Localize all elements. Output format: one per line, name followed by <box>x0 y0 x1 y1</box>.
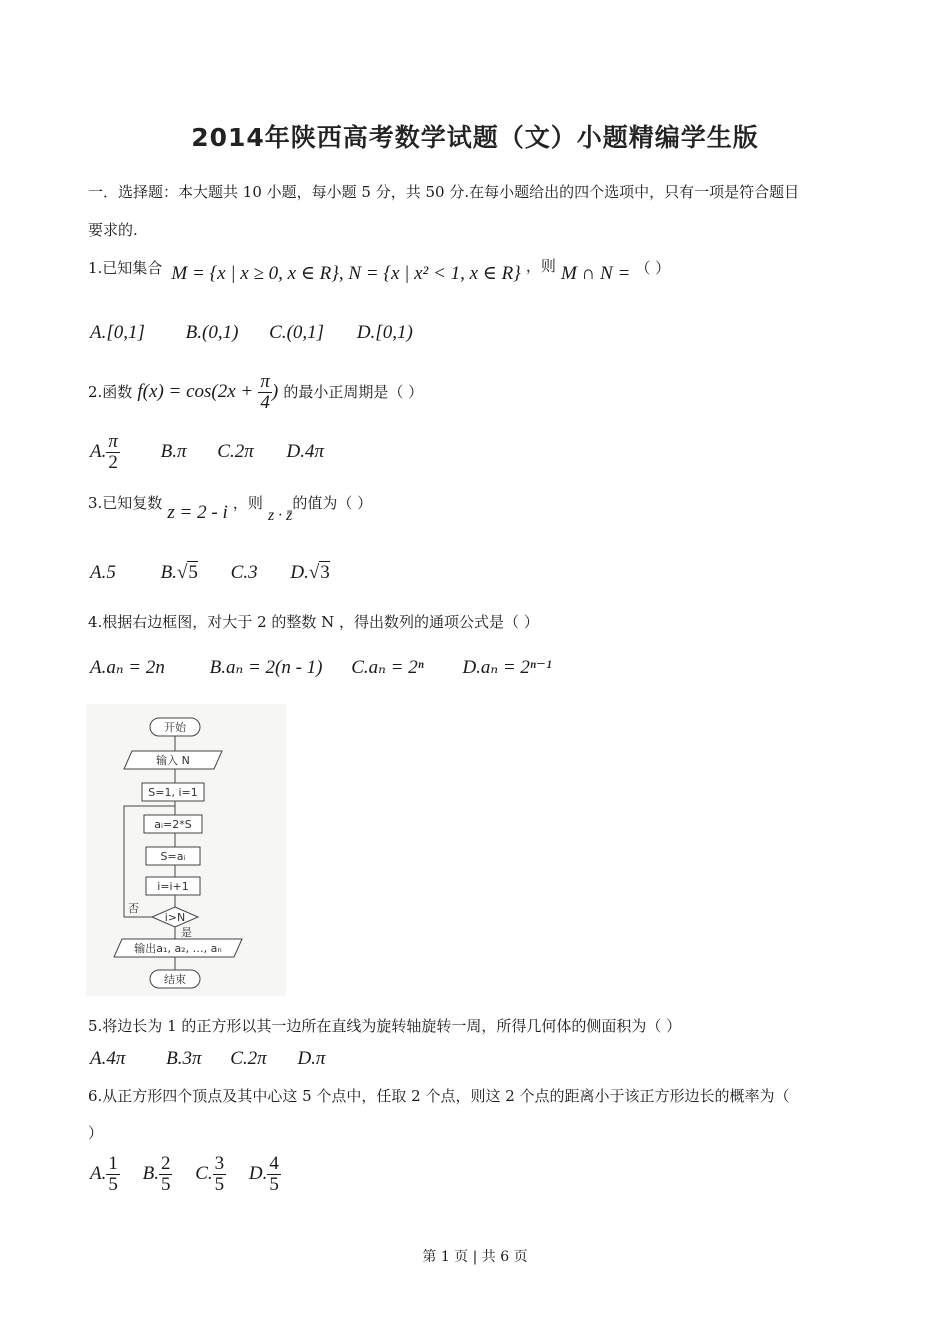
q3-option-d-label: D. <box>290 562 309 583</box>
q3-option-c: C.3 <box>230 562 258 583</box>
question-4: 4.根据右边框图，对大于 2 的整数 N ，得出数列的通项公式是（ ） <box>88 613 539 631</box>
q6-option-b-label: B. <box>142 1162 159 1184</box>
q5-options <box>90 1048 325 1070</box>
q3-options <box>90 562 330 584</box>
flow-end-label: 结束 <box>164 973 186 986</box>
q5-option-a: A.4π <box>90 1048 126 1069</box>
flow-condition-label: i>N <box>164 911 186 924</box>
q6-option-b-fraction <box>159 1154 173 1195</box>
q1-paren: （ ） <box>635 259 671 277</box>
q4-option-b: B.aₙ = 2(n - 1) <box>209 657 323 678</box>
q2-option-c: C.2π <box>217 440 254 462</box>
question-5: 5.将边长为 1 的正方形以其一边所在直线为旋转轴旋转一周，所得几何体的侧面积为（ ） <box>88 1017 682 1035</box>
flow-start-label: 开始 <box>164 721 186 734</box>
q2-function: f(x) = cos(2x + <box>137 380 254 402</box>
flowchart <box>86 704 286 996</box>
q6-option-d-num: 4 <box>269 1153 279 1174</box>
question-6-line2: ） <box>88 1124 104 1142</box>
question-2 <box>88 372 423 413</box>
q1-option-d: D.[0,1) <box>356 322 413 343</box>
q6-options <box>90 1154 281 1195</box>
q3-option-b: B.√5 <box>160 562 198 583</box>
q6-option-b-num: 2 <box>160 1153 171 1174</box>
flow-yes-label: 是 <box>181 926 192 939</box>
q1-option-c: C.(0,1] <box>269 322 325 343</box>
q6-option-a-num: 1 <box>108 1153 118 1174</box>
q2-option-a-num: π <box>108 431 118 452</box>
q6-option-a-den: 5 <box>108 1173 118 1195</box>
flow-assign-s-label: S=aᵢ <box>160 850 186 863</box>
q6-option-a-fraction <box>106 1154 120 1195</box>
q5-option-c: C.2π <box>230 1048 267 1069</box>
q2-option-d: D.4π <box>286 440 324 462</box>
q1-mid: ，则 <box>525 257 556 275</box>
flow-no-label: 否 <box>128 902 139 915</box>
q1-prefix: 1.已知集合 <box>88 259 163 277</box>
q2-option-a-den: 2 <box>108 451 118 473</box>
q4-option-d: D.aₙ = 2ⁿ⁻¹ <box>462 657 552 678</box>
q3-option-d: D.√3 <box>290 562 330 583</box>
section-intro-line2: 要求的. <box>88 221 138 239</box>
flow-init-label: S=1, i=1 <box>148 786 198 799</box>
question-1 <box>88 256 671 284</box>
q2-option-a-label: A. <box>90 440 107 462</box>
question-3 <box>88 492 373 524</box>
q2-fraction <box>258 372 272 413</box>
q1-option-a: A.[0,1] <box>90 322 145 343</box>
q1-sets: M = {x | x ≥ 0, x ∈ R}, N = {x | x² < 1, x ∈ R} <box>171 263 521 284</box>
q6-option-a-label: A. <box>90 1162 107 1184</box>
q3-suffix: 的值为（ ） <box>292 494 373 512</box>
q2-frac-den: 4 <box>260 391 270 413</box>
q3-product: z · z̄ <box>267 507 293 524</box>
flow-input-label: 输入 N <box>156 754 190 767</box>
q1-intersection: M ∩ N = <box>560 263 631 284</box>
q2-prefix: 2.函数 <box>88 382 133 401</box>
q2-frac-num: π <box>260 371 270 392</box>
q3-prefix: 3.已知复数 <box>88 494 163 512</box>
q3-option-a: A.5 <box>90 562 116 583</box>
q4-option-a: A.aₙ = 2n <box>90 657 165 678</box>
q4-option-c: C.aₙ = 2ⁿ <box>351 657 424 678</box>
q1-options <box>90 322 413 344</box>
page-title: 2014年陕西高考数学试题（文）小题精编学生版 <box>191 123 759 152</box>
q2-close: ) <box>271 380 279 402</box>
q6-option-b-den: 5 <box>160 1173 171 1195</box>
q2-option-a-fraction <box>106 432 120 473</box>
q6-option-c-num: 3 <box>214 1153 225 1174</box>
page-footer: 第 1 页 | 共 6 页 <box>422 1249 528 1265</box>
q2-options <box>90 432 324 473</box>
q4-options <box>90 656 552 679</box>
q5-option-b: B.3π <box>166 1048 202 1069</box>
question-6-line1: 6.从正方形四个顶点及其中心这 5 个点中，任取 2 个点，则这 2 个点的距离小于该正方形边长的概率为（ <box>88 1087 790 1105</box>
q6-option-d-den: 5 <box>269 1173 279 1195</box>
flow-output-label: 输出a₁, a₂, …, aₙ <box>134 942 222 955</box>
q6-option-c-den: 5 <box>214 1173 225 1195</box>
q5-option-d: D.π <box>297 1048 326 1069</box>
flow-assign-a-label: aᵢ=2*S <box>154 818 192 831</box>
q1-option-b: B.(0,1) <box>185 322 239 343</box>
q3-mid: ，则 <box>232 494 263 512</box>
q6-option-d-label: D. <box>248 1162 268 1184</box>
q3-option-b-label: B. <box>160 562 177 583</box>
q2-suffix: 的最小正周期是（ ） <box>283 382 424 401</box>
q2-option-b: B.π <box>160 440 187 462</box>
q6-option-c-fraction <box>213 1154 227 1195</box>
q6-option-c-label: C. <box>195 1162 213 1184</box>
q6-option-d-fraction <box>267 1154 281 1195</box>
q3-option-d-radicand: 3 <box>320 562 330 583</box>
q3-option-b-radicand: 5 <box>188 562 198 583</box>
section-intro-line1: 一．选择题：本大题共 10 小题，每小题 5 分，共 50 分.在每小题给出的四个选项中，只有一项是符合题目 <box>88 183 800 201</box>
flow-increment-label: i=i+1 <box>157 880 189 893</box>
q3-z: z = 2 - i <box>167 502 228 523</box>
